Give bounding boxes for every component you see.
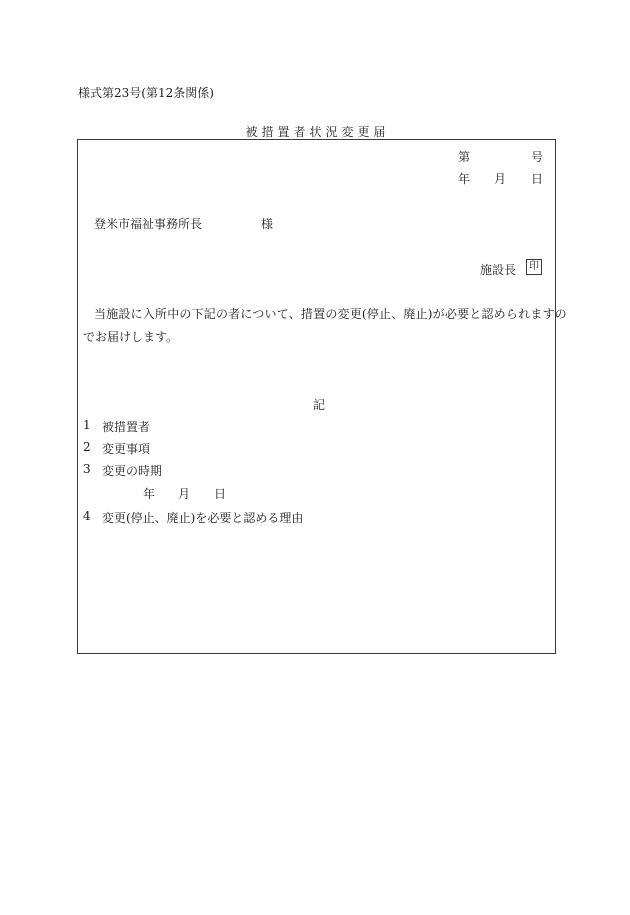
addressee-honorific: 様 <box>261 217 274 231</box>
item-number-2: 2 <box>83 440 91 454</box>
date-month-label: 月 <box>494 172 507 186</box>
addressee-name: 登米市福祉事務所長 <box>94 217 203 231</box>
form-frame <box>77 139 567 654</box>
item-number-1: 1 <box>83 418 91 432</box>
item-label-subject: 被措置者 <box>102 420 151 434</box>
document-number-suffix: 号 <box>531 150 544 164</box>
timing-month-label: 月 <box>178 487 191 501</box>
item-label-reason: 変更(停止、廃止)を必要と認める理由 <box>102 511 304 525</box>
form-reference: 様式第23号(第12条関係) <box>78 86 214 100</box>
form-title: 被措置者状況変更届 <box>245 125 390 139</box>
item-number-3: 3 <box>83 462 91 476</box>
date-day-label: 日 <box>531 172 544 186</box>
item-label-change-timing: 変更の時期 <box>102 464 163 478</box>
date-year-label: 年 <box>458 172 471 186</box>
body-text-line-1: 当施設に入所中の下記の者について、措置の変更(停止、廃止)が必要と認められますの <box>94 307 567 321</box>
document-number-prefix: 第 <box>458 150 471 164</box>
item-label-change-matter: 変更事項 <box>102 442 151 456</box>
timing-year-label: 年 <box>143 487 156 501</box>
sender-title: 施設長 <box>480 263 517 277</box>
body-text-line-2: でお届けします。 <box>83 330 179 344</box>
seal-mark: 印 <box>526 259 542 275</box>
record-heading: 記 <box>313 398 326 412</box>
item-number-4: 4 <box>83 509 91 523</box>
timing-day-label: 日 <box>214 487 227 501</box>
